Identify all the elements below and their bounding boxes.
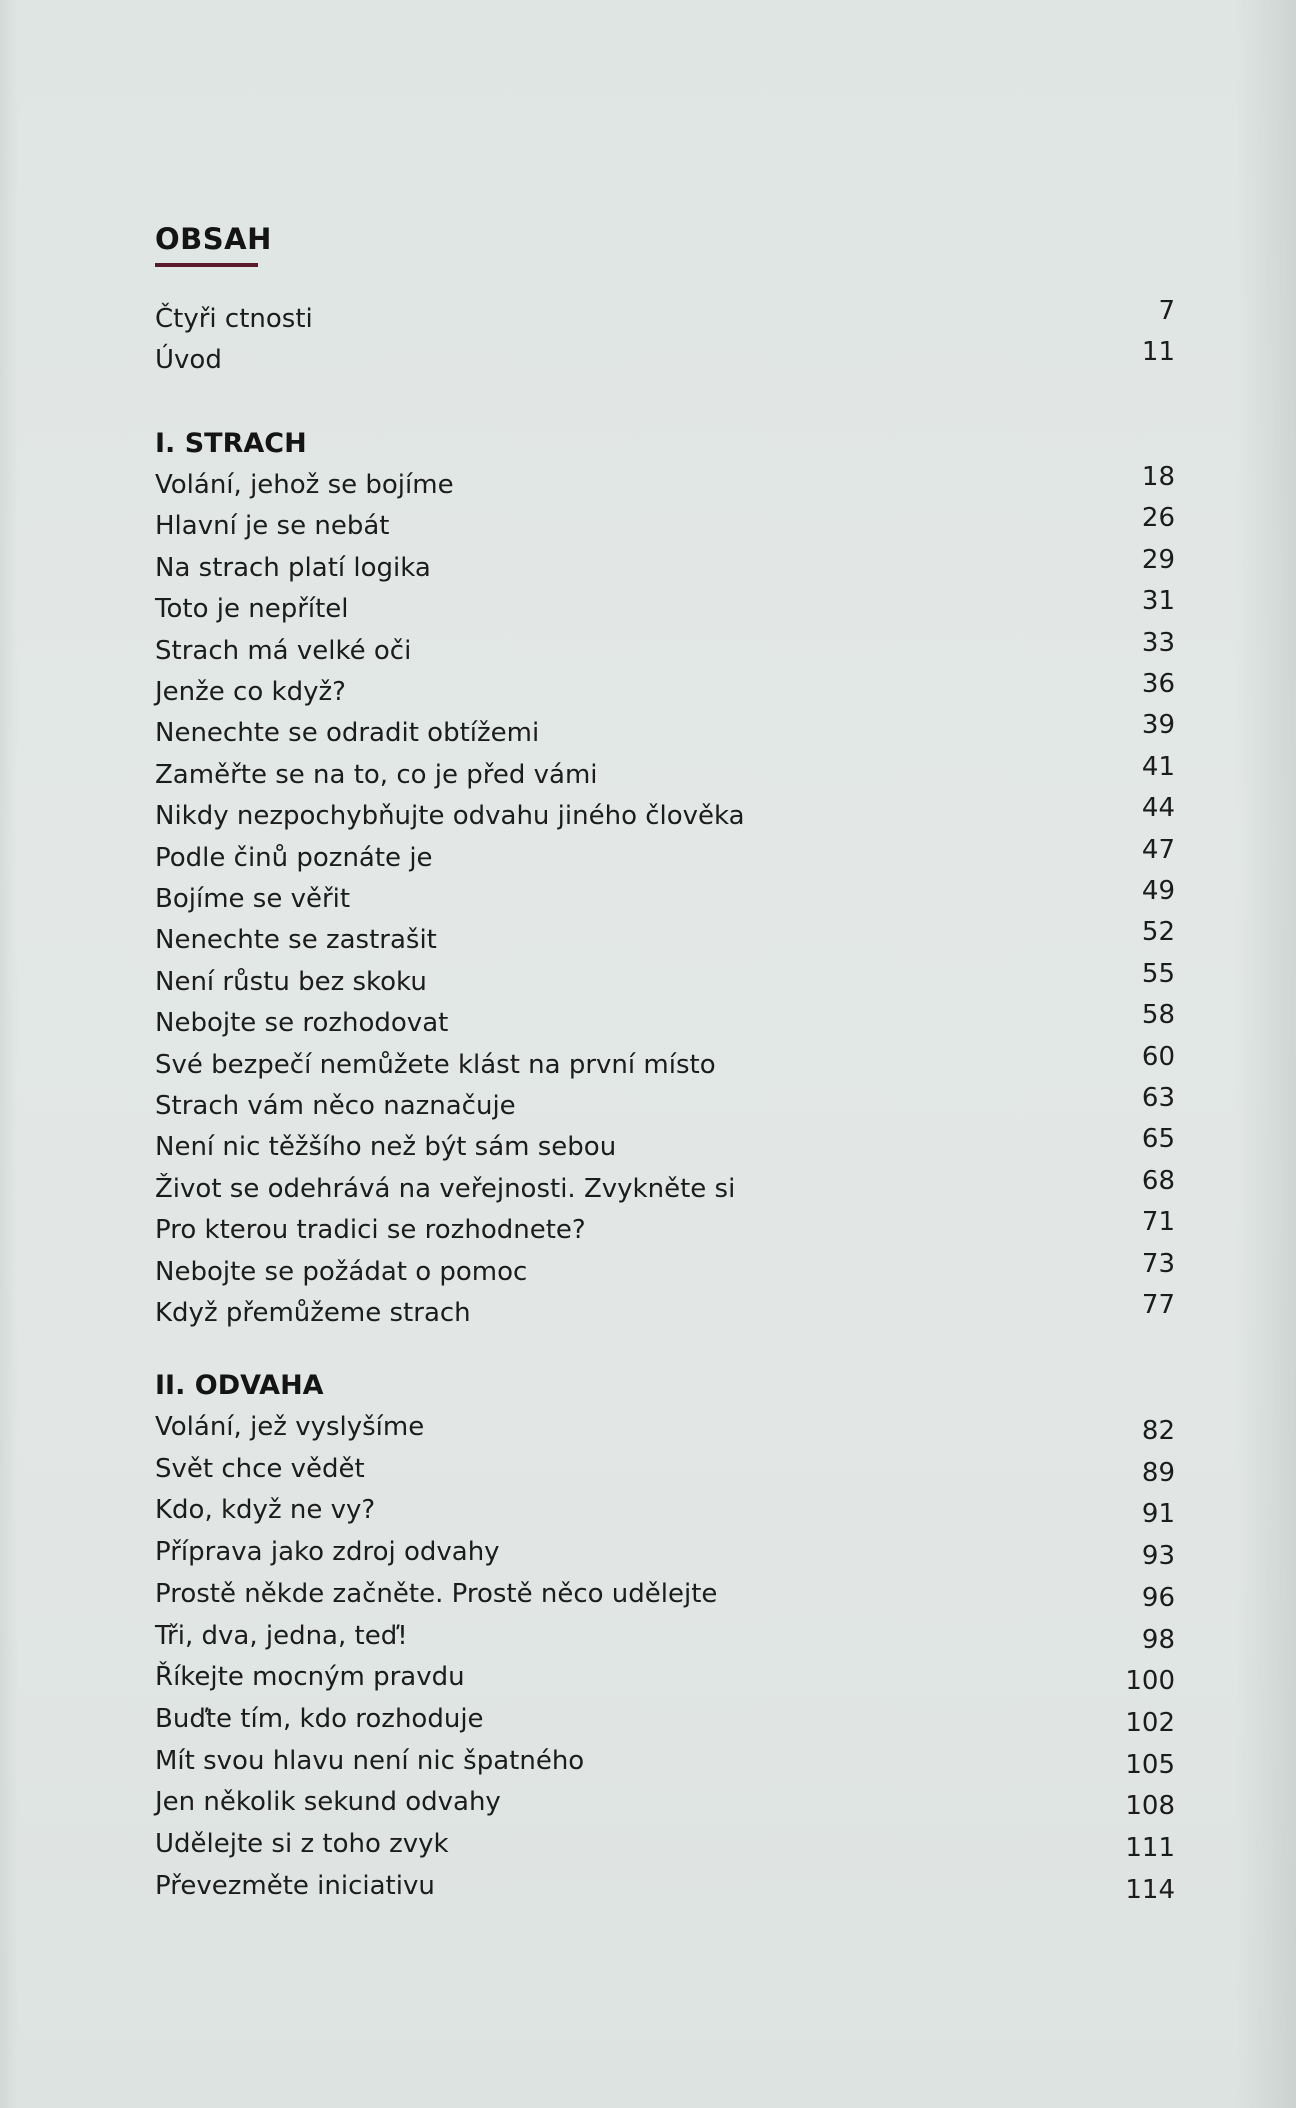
toc-entry-title: Kdo, když ne vy? bbox=[155, 1495, 376, 1525]
toc-entry-title: Podle činů poznáte je bbox=[155, 843, 433, 873]
toc-entry-page: 100 bbox=[1125, 1666, 1175, 1696]
toc-entry bbox=[155, 1662, 1175, 1702]
toc-entry bbox=[155, 628, 1175, 676]
toc-entry bbox=[155, 503, 1175, 551]
toc-entry-title: Když přemůžeme strach bbox=[155, 1298, 471, 1328]
toc-entry bbox=[155, 1454, 1175, 1494]
toc-entry-title: Úvod bbox=[155, 345, 222, 375]
toc-entry-title: Není růstu bez skoku bbox=[155, 967, 427, 997]
toc-entry-page: 93 bbox=[1141, 1541, 1175, 1571]
toc-entry-page: 39 bbox=[1141, 710, 1175, 740]
toc-entry bbox=[155, 1124, 1175, 1172]
toc-entry-page: 77 bbox=[1141, 1290, 1175, 1320]
toc-entry bbox=[155, 545, 1175, 593]
toc-entry bbox=[155, 337, 1175, 385]
toc-entry-title: Říkejte mocným pravdu bbox=[155, 1662, 465, 1692]
toc-entry bbox=[155, 296, 1175, 344]
toc-entry-page: 65 bbox=[1141, 1124, 1175, 1154]
toc-entry-page: 7 bbox=[1158, 296, 1175, 326]
toc-entry-page: 63 bbox=[1141, 1083, 1175, 1113]
toc-entry bbox=[155, 1166, 1175, 1214]
toc-entry-title: Mít svou hlavu není nic špatného bbox=[155, 1746, 585, 1776]
toc-entry bbox=[155, 876, 1175, 924]
toc-entry bbox=[155, 1207, 1175, 1255]
toc-entry-title: Udělejte si z toho zvyk bbox=[155, 1829, 449, 1859]
toc-entry bbox=[155, 1249, 1175, 1297]
toc-entry bbox=[155, 1829, 1175, 1869]
toc-entry bbox=[155, 1000, 1175, 1048]
toc-entry-page: 114 bbox=[1125, 1875, 1175, 1905]
toc-entry-page: 47 bbox=[1141, 835, 1175, 865]
toc-entry bbox=[155, 1290, 1175, 1338]
toc-entry bbox=[155, 1621, 1175, 1661]
heading-underline bbox=[155, 263, 258, 267]
page-edge-left bbox=[0, 0, 18, 2108]
toc-entry bbox=[155, 1704, 1175, 1744]
toc-entry-title: Jen několik sekund odvahy bbox=[155, 1787, 501, 1817]
toc-entry-title: Své bezpečí nemůžete klást na první místo bbox=[155, 1050, 716, 1080]
toc-entry bbox=[155, 793, 1175, 841]
toc-entry-title: Čtyři ctnosti bbox=[155, 304, 313, 334]
toc-entry bbox=[155, 1042, 1175, 1090]
toc-entry-title: Bojíme se věřit bbox=[155, 884, 351, 914]
toc-entry-title: Převezměte iniciativu bbox=[155, 1871, 435, 1901]
toc-entry-page: 68 bbox=[1141, 1166, 1175, 1196]
toc-entry bbox=[155, 752, 1175, 800]
toc-entry bbox=[155, 835, 1175, 883]
toc-entry-title: Toto je nepřítel bbox=[155, 594, 349, 624]
toc-entry-title: Prostě někde začněte. Prostě něco udělejte bbox=[155, 1579, 718, 1609]
toc-entry-page: 71 bbox=[1141, 1207, 1175, 1237]
toc-entry-page: 105 bbox=[1125, 1750, 1175, 1780]
toc-entry-page: 31 bbox=[1141, 586, 1175, 616]
toc-entry-title: Život se odehrává na veřejnosti. Zvykněte si bbox=[155, 1174, 736, 1204]
toc-entry-page: 44 bbox=[1141, 793, 1175, 823]
toc-entry bbox=[155, 1083, 1175, 1131]
toc-entry-page: 26 bbox=[1141, 503, 1175, 533]
toc-entry-page: 55 bbox=[1141, 959, 1175, 989]
toc-entry bbox=[155, 1787, 1175, 1827]
toc-entry bbox=[155, 669, 1175, 717]
toc-entry-title: Hlavní je se nebát bbox=[155, 511, 390, 541]
section-title-odvaha: II. ODVAHA bbox=[155, 1370, 324, 1401]
toc-entry-title: Na strach platí logika bbox=[155, 553, 431, 583]
toc-entry-page: 52 bbox=[1141, 917, 1175, 947]
toc-entry-page: 41 bbox=[1141, 752, 1175, 782]
toc-entry bbox=[155, 1537, 1175, 1577]
toc-entry-page: 36 bbox=[1141, 669, 1175, 699]
toc-entry-title: Příprava jako zdroj odvahy bbox=[155, 1537, 500, 1567]
section-title-strach: I. STRACH bbox=[155, 428, 307, 459]
toc-entry-title: Nenechte se odradit obtížemi bbox=[155, 718, 540, 748]
toc-entry-page: 73 bbox=[1141, 1249, 1175, 1279]
toc-entry bbox=[155, 1746, 1175, 1786]
toc-entry-page: 49 bbox=[1141, 876, 1175, 906]
toc-entry-title: Volání, jehož se bojíme bbox=[155, 470, 454, 500]
toc-entry-page: 11 bbox=[1141, 337, 1175, 367]
toc-entry bbox=[155, 917, 1175, 965]
toc-entry bbox=[155, 1495, 1175, 1535]
toc-entry-page: 82 bbox=[1141, 1416, 1175, 1446]
toc-entry-title: Není nic těžšího než být sám sebou bbox=[155, 1132, 617, 1162]
toc-entry-page: 108 bbox=[1125, 1791, 1175, 1821]
toc-entry-title: Jenže co když? bbox=[155, 677, 346, 707]
toc-entry-title: Buďte tím, kdo rozhoduje bbox=[155, 1704, 484, 1734]
toc-entry bbox=[155, 462, 1175, 510]
toc-entry-title: Nikdy nezpochybňujte odvahu jiného člověka bbox=[155, 801, 745, 831]
toc-entry-title: Nenechte se zastrašit bbox=[155, 925, 437, 955]
toc-entry-page: 111 bbox=[1125, 1833, 1175, 1863]
toc-entry bbox=[155, 1412, 1175, 1452]
toc-entry-page: 102 bbox=[1125, 1708, 1175, 1738]
toc-entry-page: 89 bbox=[1141, 1458, 1175, 1488]
toc-entry-page: 33 bbox=[1141, 628, 1175, 658]
toc-entry-page: 96 bbox=[1141, 1583, 1175, 1613]
page-edge-right bbox=[1236, 0, 1296, 2108]
toc-entry-page: 60 bbox=[1141, 1042, 1175, 1072]
toc-entry bbox=[155, 710, 1175, 758]
toc-entry-page: 29 bbox=[1141, 545, 1175, 575]
toc-entry bbox=[155, 1579, 1175, 1619]
toc-entry-title: Strach vám něco naznačuje bbox=[155, 1091, 516, 1121]
toc-entry-title: Nebojte se požádat o pomoc bbox=[155, 1257, 528, 1287]
toc-entry-page: 18 bbox=[1141, 462, 1175, 492]
toc-entry-title: Nebojte se rozhodovat bbox=[155, 1008, 449, 1038]
toc-entry-page: 91 bbox=[1141, 1499, 1175, 1529]
toc-entry bbox=[155, 959, 1175, 1007]
toc-entry-page: 98 bbox=[1141, 1625, 1175, 1655]
contents-heading: OBSAH bbox=[155, 222, 272, 256]
toc-entry-title: Svět chce vědět bbox=[155, 1454, 365, 1484]
toc-entry-title: Pro kterou tradici se rozhodnete? bbox=[155, 1215, 586, 1245]
toc-entry-page: 58 bbox=[1141, 1000, 1175, 1030]
toc-entry bbox=[155, 586, 1175, 634]
toc-entry-title: Tři, dva, jedna, teď! bbox=[155, 1621, 408, 1651]
toc-entry bbox=[155, 1871, 1175, 1911]
toc-entry-title: Volání, jež vyslyšíme bbox=[155, 1412, 425, 1442]
toc-entry-title: Zaměřte se na to, co je před vámi bbox=[155, 760, 598, 790]
toc-entry-title: Strach má velké oči bbox=[155, 636, 412, 666]
